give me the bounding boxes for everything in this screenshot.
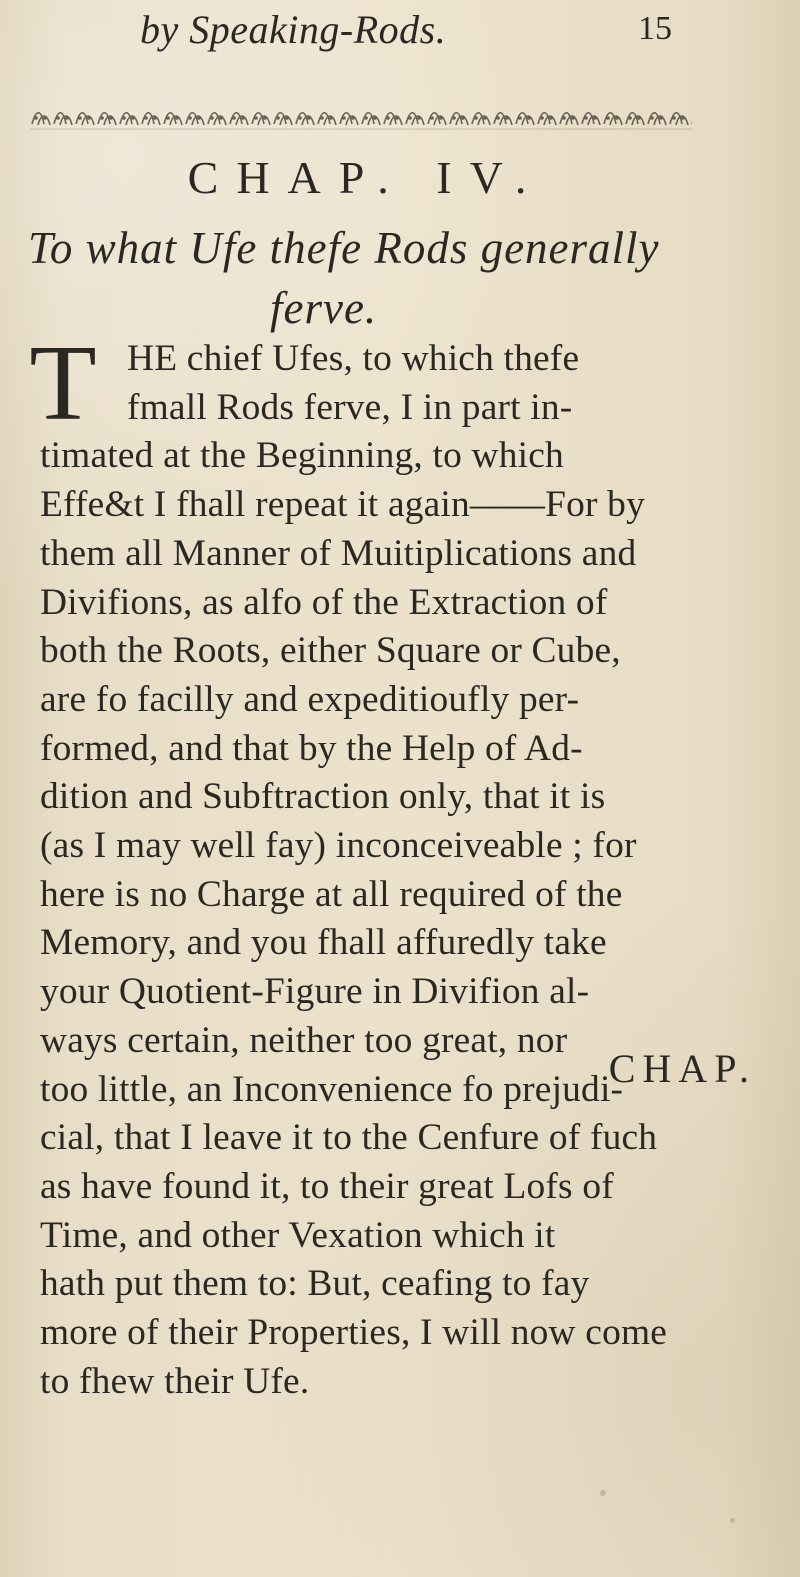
text-line-18: as have found it, to their great Lofs of: [40, 1165, 614, 1207]
drop-cap: T: [29, 324, 97, 443]
text-line-9: formed, and that by the Help of Ad-: [40, 727, 583, 769]
text-line-11: (as I may well fay) inconceiveable ; for: [40, 825, 637, 867]
text-line-15: ways certain, neither too great, nor: [40, 1019, 568, 1061]
page-number: 15: [638, 10, 672, 47]
text-line-4: Effe&t I fhall repeat it again——For by: [40, 484, 645, 526]
running-title: by Speaking-Rods.: [140, 7, 447, 52]
paper-speck: [600, 1490, 606, 1496]
text-line-16: too little, an Inconvenience fo prejudi-: [40, 1068, 624, 1110]
text-line-19: Time, and other Vexation which it: [40, 1214, 556, 1256]
paper-speck: [730, 1518, 735, 1523]
text-line-14: your Quotient-Figure in Divifion al-: [40, 971, 590, 1013]
subtitle-line-2: ferve.: [270, 283, 378, 333]
catchword: CHAP.: [608, 1046, 756, 1091]
decorative-ornament-band: [30, 102, 692, 134]
text-line-12: here is no Charge at all required of the: [40, 873, 623, 915]
text-line-8: are fo facilly and expeditioufly per-: [40, 678, 580, 720]
text-line-22: to fhew their Ufe.: [40, 1360, 310, 1402]
text-line-13: Memory, and you fhall affuredly take: [40, 922, 607, 964]
text-line-17: cial, that I leave it to the Cenfure of fuch: [40, 1117, 658, 1159]
running-head: [0, 6, 800, 50]
text-line-21: more of their Properties, I will now come: [40, 1312, 668, 1354]
body-text: [40, 335, 775, 1406]
text-line-20: hath put them to: But, ceafing to fay: [40, 1263, 590, 1305]
text-line-3: timated at the Beginning, to which: [40, 435, 564, 477]
ornament-band-graphic: [30, 102, 692, 134]
text-line-6: Divifions, as alfo of the Extraction of: [40, 581, 608, 623]
text-line-2: fmall Rods ferve, I in part in-: [127, 386, 573, 428]
text-line-10: dition and Subftraction only, that it is: [40, 776, 606, 818]
subtitle-line-1: To what Ufe thefe Rods generally: [28, 223, 660, 273]
text-line-1: HE chief Ufes, to which thefe: [127, 338, 580, 379]
chapter-title: CHAP. IV.: [187, 152, 545, 203]
text-line-7: both the Roots, either Square or Cube,: [40, 630, 621, 672]
text-line-5: them all Manner of Muitiplications and: [40, 532, 637, 574]
chapter-subtitle: [28, 218, 770, 338]
